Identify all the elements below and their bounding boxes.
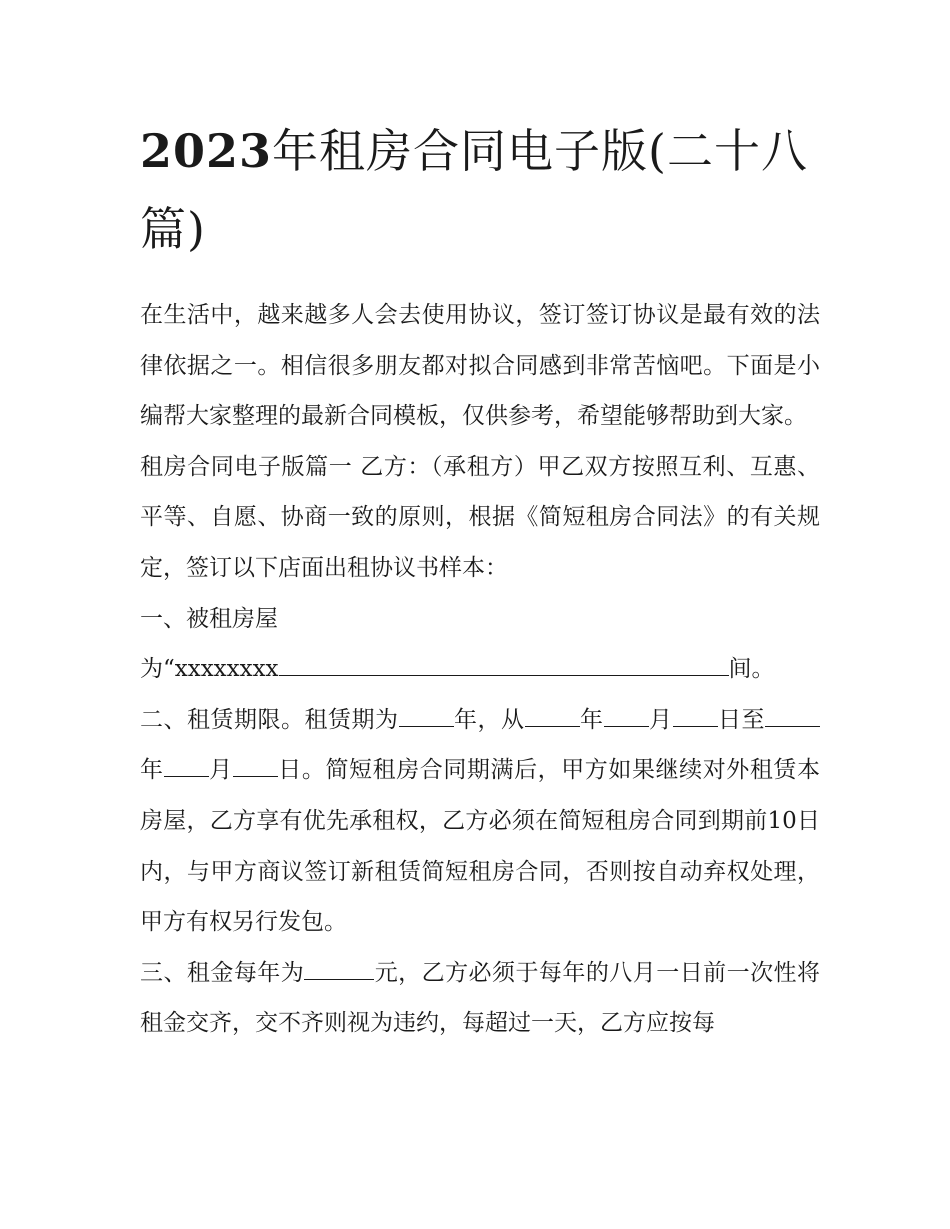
clause-2-text-g: 月	[208, 757, 233, 784]
clause-2-paragraph	[140, 695, 820, 948]
title-year: 2023	[140, 124, 273, 178]
fill-in-blank	[765, 704, 820, 727]
clause-2-text-d: 月	[648, 706, 673, 733]
intro-paragraph: 在生活中，越来越多人会去使用协议，签订签订协议是最有效的法律依据之一。相信很多朋友都对拟合同感到非常苦恼吧。下面是小编帮大家整理的最新合同模板，仅供参考，希望能够帮助到大家。	[140, 302, 820, 430]
clause-2-text-h: 日。简短租房合同期满后，甲方如果继续对外租赁本房屋，乙方享有优先承租权，乙方必须在简短租房合同到期前10日内，与甲方商议签订新租赁简短租房合同，否则按自动弃权处理，甲方有权另行发包。	[140, 757, 821, 936]
fill-in-blank	[304, 957, 374, 980]
clause-2-text-a: 二、租赁期限。租赁期为	[140, 706, 399, 733]
fill-in-blank	[604, 704, 649, 727]
title-text: 年租房合同电子版(二十八篇)	[140, 124, 808, 256]
clause-1-line	[140, 644, 820, 695]
clause-2-text-e: 日至	[717, 706, 765, 733]
clause-1-suffix: 间。	[728, 656, 775, 683]
clause-3-text-b: 元，乙方必须于每年的八月一日前一次性将租金交齐，交不齐则视为违约，每超过一天，乙方应按每	[140, 959, 821, 1037]
fill-in-blank	[399, 704, 454, 727]
document-title	[140, 112, 820, 268]
clause-1-prefix: 为“xxxxxxxx	[140, 656, 279, 683]
fill-in-blank	[525, 704, 580, 727]
document-content	[140, 112, 820, 1049]
fill-in-blank	[233, 754, 278, 777]
clause-2-text-c: 年	[579, 706, 604, 733]
clause-3-paragraph	[140, 948, 820, 1049]
section-one-paragraph: 租房合同电子版篇一 乙方：（承租方）甲乙双方按照互利、互惠、平等、自愿、协商一致的原则，根据《简短租房合同法》的有关规定，签订以下店面出租协议书样本：	[140, 453, 820, 581]
clause-2-text-f: 年	[140, 757, 164, 784]
clause-2-text-b: 年，从	[453, 706, 525, 733]
document-body	[140, 290, 820, 1049]
fill-in-blank	[279, 653, 729, 676]
clause-1-heading: 一、被租房屋	[140, 605, 278, 632]
clause-3-text-a: 三、租金每年为	[140, 959, 305, 986]
fill-in-blank	[673, 704, 718, 727]
fill-in-blank	[164, 754, 209, 777]
